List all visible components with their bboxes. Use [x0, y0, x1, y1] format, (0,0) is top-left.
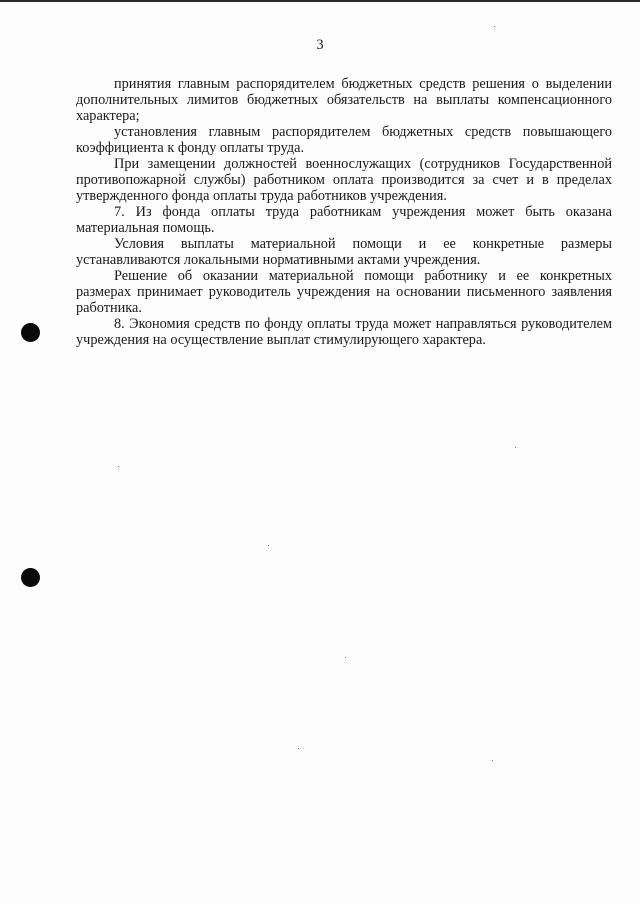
- scan-speck: [492, 760, 493, 761]
- paragraph-item-7: 7. Из фонда оплаты труда работникам учреждения может быть оказана материальная помощь.: [76, 204, 612, 236]
- paragraph-budget-decision: принятия главным распорядителем бюджетных средств решения о выделении дополнительных лимитов бюджетных обязательств на выплаты компенсационного характера;: [76, 76, 612, 124]
- punch-hole: [21, 323, 40, 342]
- scan-top-edge: [0, 0, 640, 2]
- paragraph-aid-decision: Решение об оказании материальной помощи работнику и ее конкретных размерах принимает руководитель учреждения на основании письменного заявления работника.: [76, 268, 612, 316]
- scan-speck: [298, 748, 299, 749]
- punch-hole: [21, 568, 40, 587]
- paragraph-replacement: При замещении должностей военнослужащих (сотрудников Государственной противопожарной службы) работником оплата производится за счет и в пределах утвержденного фонда оплаты труда работников учреждения.: [76, 156, 612, 204]
- page-number: 3: [316, 37, 324, 53]
- scan-speck: [345, 657, 346, 658]
- scan-speck: [118, 466, 119, 467]
- paragraph-coefficient: установления главным распорядителем бюджетных средств повышающего коэффициента к фонду оплаты труда.: [76, 124, 612, 156]
- paragraph-item-8: 8. Экономия средств по фонду оплаты труда может направляться руководителем учреждения на осуществление выплат стимулирующего характера.: [76, 316, 612, 348]
- document-body: [76, 76, 612, 348]
- paragraph-aid-conditions: Условия выплаты материальной помощи и ее конкретные размеры устанавливаются локальными нормативными актами учреждения.: [76, 236, 612, 268]
- scan-speck: [268, 545, 269, 546]
- scan-speck: [515, 447, 516, 448]
- scan-speck: [494, 26, 495, 27]
